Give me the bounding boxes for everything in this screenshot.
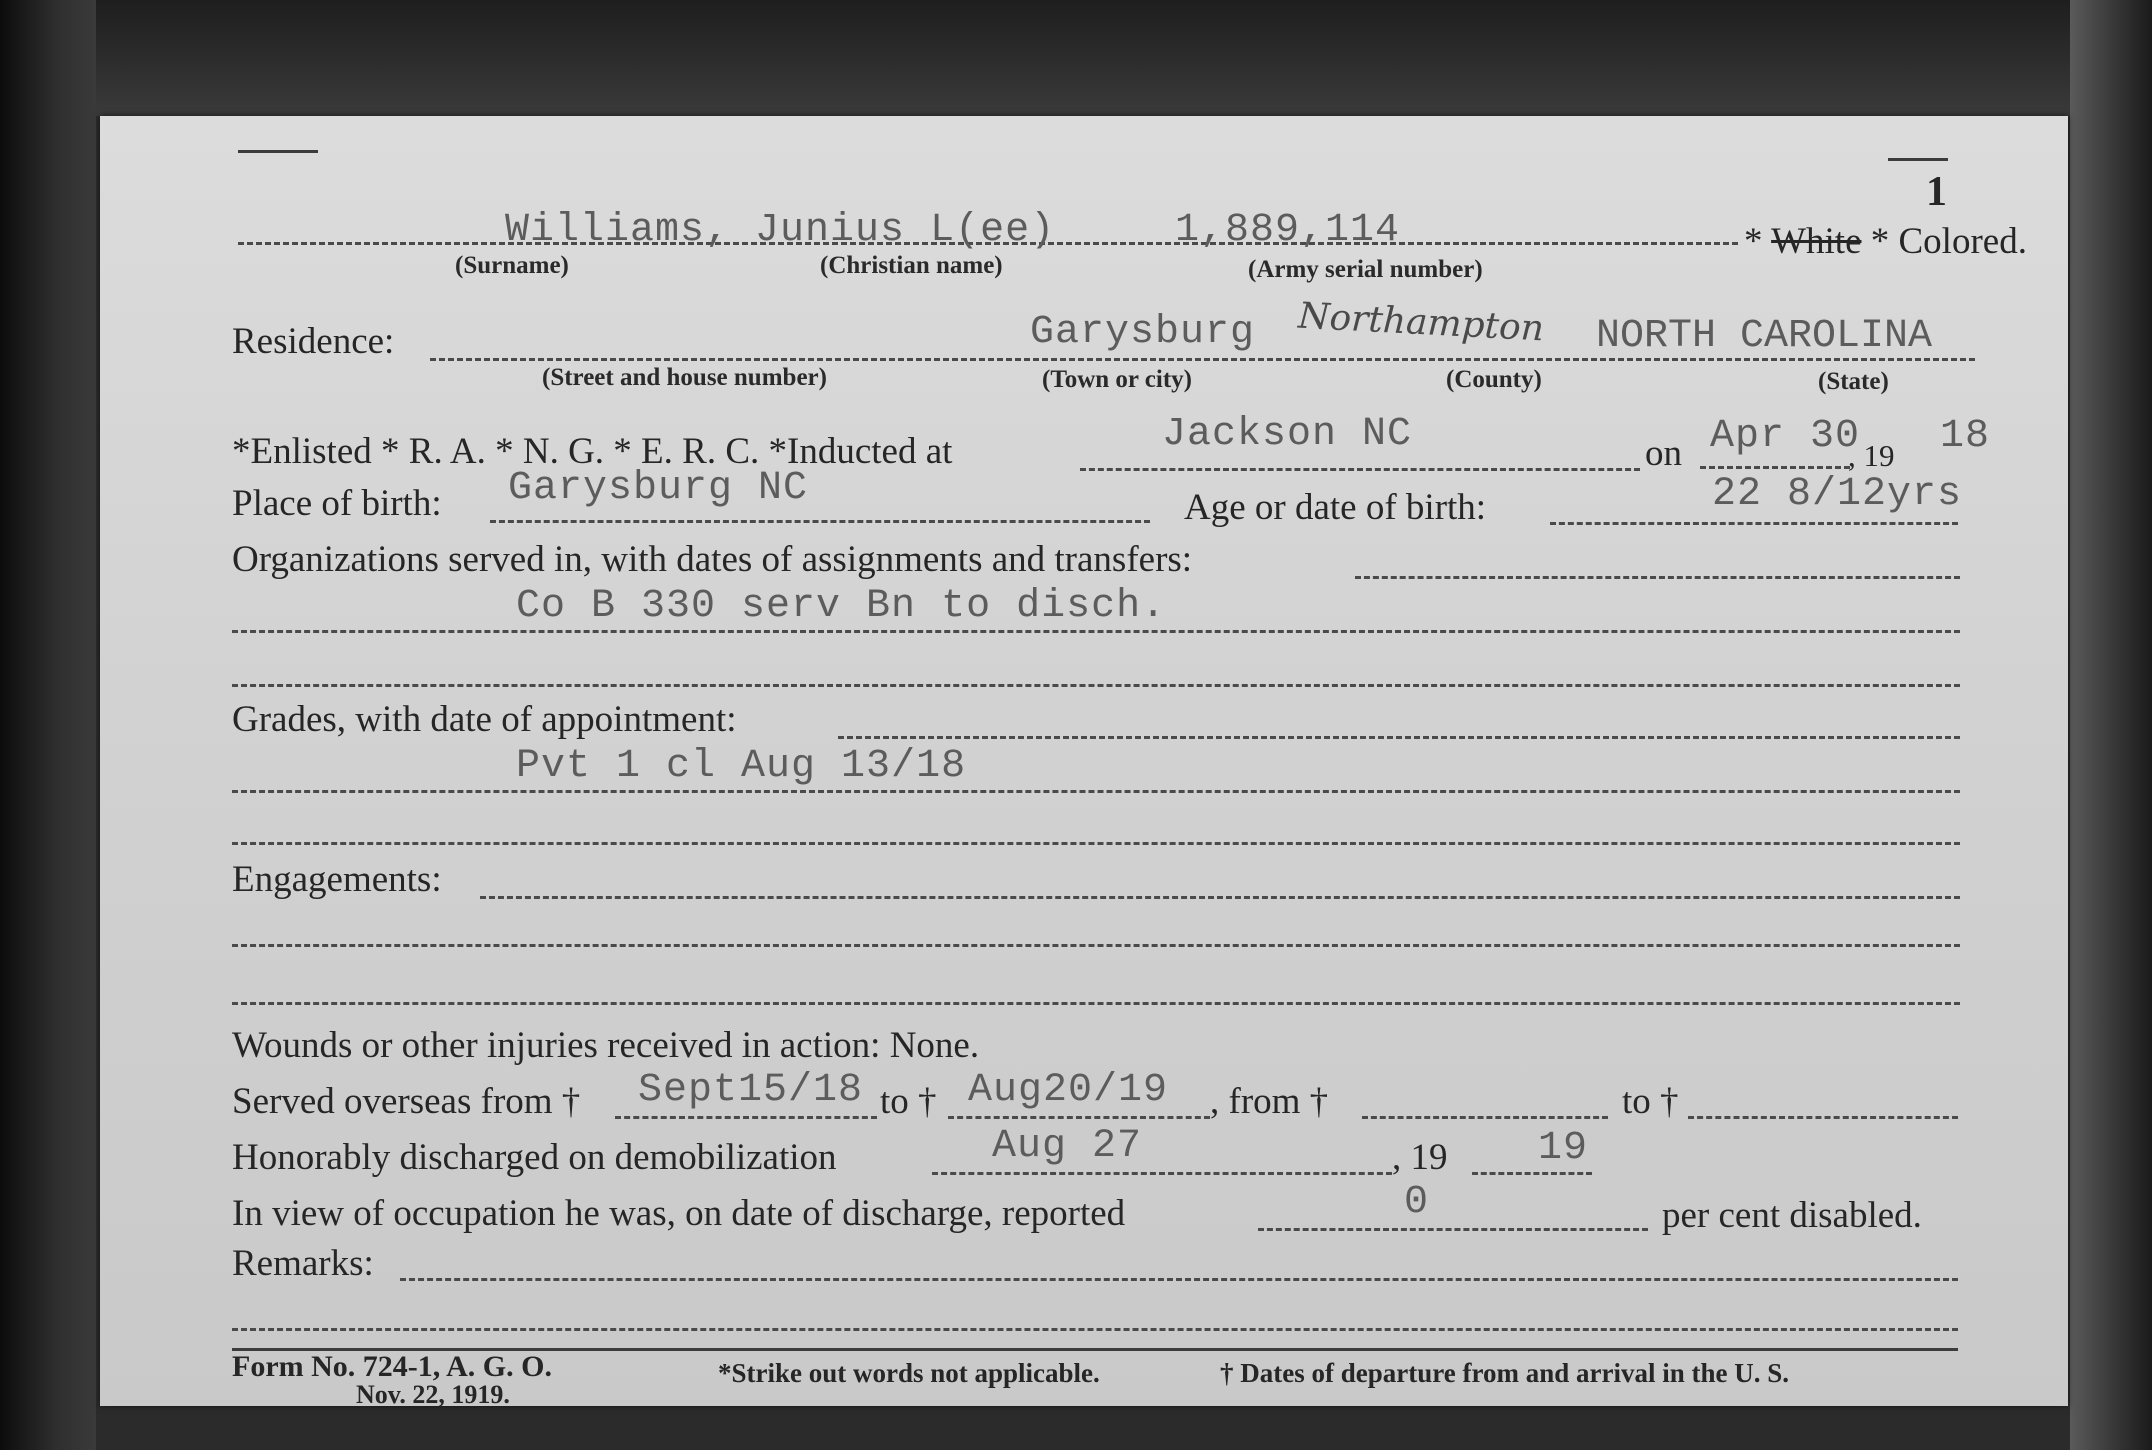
birthplace-label: Place of birth: xyxy=(232,483,442,524)
discharge-date: Aug 27 xyxy=(992,1124,1143,1169)
disability-suffix: per cent disabled. xyxy=(1662,1195,1922,1236)
scan-border-top xyxy=(96,0,2071,116)
age-line xyxy=(1550,522,1958,525)
age-value: 22 8/12yrs xyxy=(1712,472,1963,517)
enlistment-on-label: on xyxy=(1645,433,1682,474)
strike-note: *Strike out words not applicable. xyxy=(718,1358,1100,1388)
wounds-value: None. xyxy=(889,1025,980,1066)
organizations-line-3 xyxy=(232,684,1960,687)
residence-town: Garysburg xyxy=(1030,310,1256,355)
organizations-label: Organizations served in, with dates of assignments and transfers: xyxy=(232,539,1193,580)
disability-value: 0 xyxy=(1404,1180,1430,1225)
dates-note: † Dates of departure from and arrival in the U. S. xyxy=(1220,1358,1789,1388)
organizations-entry: Co B 330 serv Bn to disch. xyxy=(516,584,1167,629)
wounds-label: Wounds or other injuries received in action: xyxy=(232,1025,881,1066)
residence-label: Residence: xyxy=(232,321,395,362)
overseas-to-line xyxy=(948,1116,1210,1119)
grades-line-3 xyxy=(232,842,1960,845)
county-caption: (County) xyxy=(1446,366,1542,393)
town-caption: (Town or city) xyxy=(1042,366,1192,393)
organizations-line-2 xyxy=(232,630,1960,633)
wounds-field xyxy=(232,1024,979,1067)
disability-line xyxy=(1258,1228,1648,1231)
enlistment-year: 18 xyxy=(1940,414,1991,459)
serial-number: 1,889,114 xyxy=(1175,208,1401,253)
grades-entry: Pvt 1 cl Aug 13/18 xyxy=(516,744,967,789)
surname-caption: (Surname) xyxy=(455,252,569,279)
overseas-to-date: Aug20/19 xyxy=(968,1068,1169,1113)
discharge-label: Honorably discharged on demobilization xyxy=(232,1137,837,1178)
age-label: Age or date of birth: xyxy=(1184,487,1487,528)
remarks-line-2 xyxy=(232,1328,1958,1331)
form-date: Nov. 22, 1919. xyxy=(356,1380,510,1409)
overseas-to2-label: to † xyxy=(1622,1081,1679,1122)
overseas-from2-line xyxy=(1362,1116,1608,1119)
residence-county: Northampton xyxy=(1297,295,1545,350)
christian-name-caption: (Christian name) xyxy=(820,252,1003,279)
grades-label: Grades, with date of appointment: xyxy=(232,699,737,740)
scan-border-left xyxy=(0,0,96,1450)
grades-line-2 xyxy=(232,790,1960,793)
top-right-mark xyxy=(1888,158,1948,161)
overseas-to2-line xyxy=(1688,1116,1958,1119)
form-number: Form No. 724-1, A. G. O. xyxy=(232,1350,552,1383)
grades-line-1 xyxy=(838,736,1960,739)
induction-place-line xyxy=(1080,468,1640,471)
serial-caption: (Army serial number) xyxy=(1248,256,1483,283)
remarks-line-1 xyxy=(400,1278,1958,1281)
discharge-year: 19 xyxy=(1538,1126,1589,1171)
discharge-date-line xyxy=(932,1172,1392,1175)
enlistment-year-prefix: , 19 xyxy=(1848,438,1895,473)
enlistment-date-line xyxy=(1700,466,1850,469)
engagements-line-1 xyxy=(480,896,1960,899)
birthplace-line xyxy=(490,520,1150,523)
induction-place: Jackson NC xyxy=(1162,412,1413,457)
colored-label: * Colored. xyxy=(1870,221,2027,262)
overseas-from2-label: , from † xyxy=(1210,1081,1329,1122)
overseas-label: Served overseas from † xyxy=(232,1081,581,1122)
birthplace: Garysburg NC xyxy=(508,466,809,511)
name-typed: Williams, Junius L(ee) xyxy=(505,208,1056,253)
street-caption: (Street and house number) xyxy=(542,364,827,391)
state-caption: (State) xyxy=(1818,368,1889,395)
engagements-label: Engagements: xyxy=(232,859,442,900)
white-label: White xyxy=(1771,221,1862,262)
white-star: * xyxy=(1744,221,1763,262)
service-record-card xyxy=(100,116,2068,1409)
scan-border-right xyxy=(2070,0,2152,1450)
overseas-from-date: Sept15/18 xyxy=(638,1068,864,1113)
organizations-line-1 xyxy=(1355,576,1960,579)
disability-label: In view of occupation he was, on date of discharge, reported xyxy=(232,1193,1126,1234)
remarks-label: Remarks: xyxy=(232,1243,374,1284)
overseas-to-label: to † xyxy=(880,1081,937,1122)
card-number: 1 xyxy=(1926,169,1947,215)
residence-state: NORTH CAROLINA xyxy=(1596,314,1933,359)
engagements-line-2 xyxy=(232,944,1960,947)
discharge-year-prefix: , 19 xyxy=(1392,1137,1448,1178)
overseas-from-line xyxy=(615,1116,877,1119)
engagements-line-3 xyxy=(232,1002,1960,1005)
enlistment-label: *Enlisted * R. A. * N. G. * E. R. C. *Inducted at xyxy=(232,431,953,472)
enlistment-date: Apr 30 xyxy=(1710,414,1861,459)
discharge-year-line xyxy=(1472,1172,1592,1175)
race-field xyxy=(1744,220,2027,263)
top-left-mark xyxy=(238,150,318,153)
